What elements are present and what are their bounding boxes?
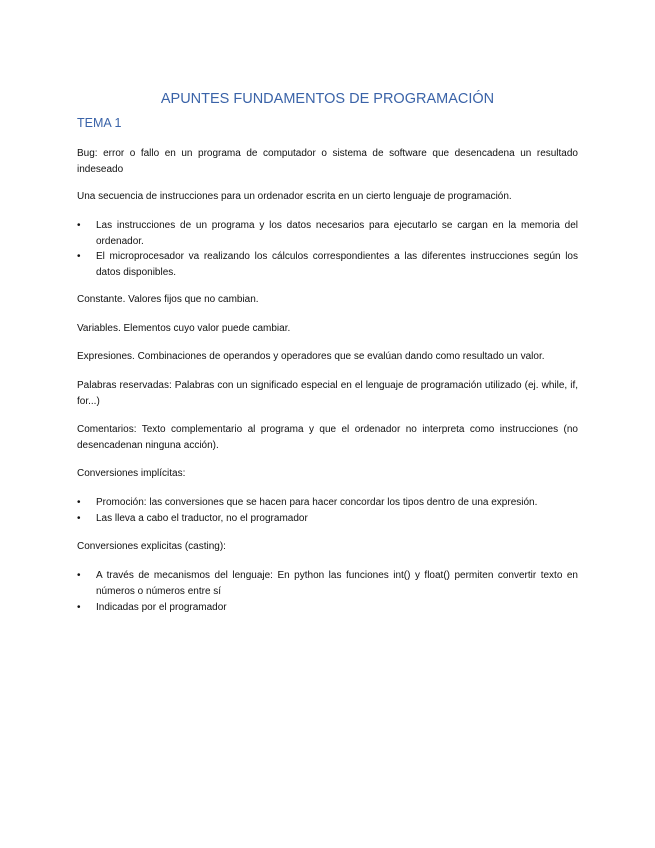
list-item: • Promoción: las conversiones que se hacen para hacer concordar los tipos dentro de una expresión.: [77, 495, 578, 511]
paragraph-bug: Bug: error o fallo en un programa de computador o sistema de software que desencadena un resultado indeseado: [77, 148, 578, 175]
bullet-icon: •: [77, 251, 81, 262]
bullet-icon: •: [77, 570, 81, 581]
list-item: • El microprocesador va realizando los cálculos correspondientes a las diferentes instrucciones según los datos disponibles.: [77, 251, 578, 278]
paragraph-secuencia: Una secuencia de instrucciones para un ordenador escrita en un cierto lenguaje de programación.: [77, 191, 512, 202]
bullet-icon: •: [77, 602, 81, 613]
paragraph-palabras: Palabras reservadas: Palabras con un significado especial en el lenguaje de programación utilizado (ej. while, if, for...): [77, 380, 578, 407]
paragraph-implicitas: Conversiones implícitas:: [77, 468, 186, 479]
paragraph-expresiones: Expresiones. Combinaciones de operandos y operadores que se evalúan dando como resultado un valor.: [77, 351, 545, 362]
bullet-icon: •: [77, 220, 81, 231]
document-title: APUNTES FUNDAMENTOS DE PROGRAMACIÓN: [160, 91, 495, 107]
section-heading: TEMA 1: [77, 116, 122, 130]
paragraph-comentarios: Comentarios: Texto complementario al programa y que el ordenador no interpreta como instrucciones (no desencadenan ninguna acción).: [77, 424, 578, 451]
list-item: • Indicadas por el programador: [77, 600, 578, 616]
paragraph-variables: Variables. Elementos cuyo valor puede cambiar.: [77, 323, 291, 334]
paragraph-constante: Constante. Valores fijos que no cambian.: [77, 294, 259, 305]
bullet-icon: •: [77, 513, 81, 524]
list-item: • Las instrucciones de un programa y los datos necesarios para ejecutarlo se cargan en la memoria del ordenador.: [77, 220, 578, 247]
list-item: • Las lleva a cabo el traductor, no el programador: [77, 511, 578, 527]
paragraph-explicitas: Conversiones explicitas (casting):: [77, 541, 226, 552]
list-item: • A través de mecanismos del lenguaje: En python las funciones int() y float() permiten convertir texto en números o números entre sí: [77, 570, 578, 597]
bullet-icon: •: [77, 497, 81, 508]
